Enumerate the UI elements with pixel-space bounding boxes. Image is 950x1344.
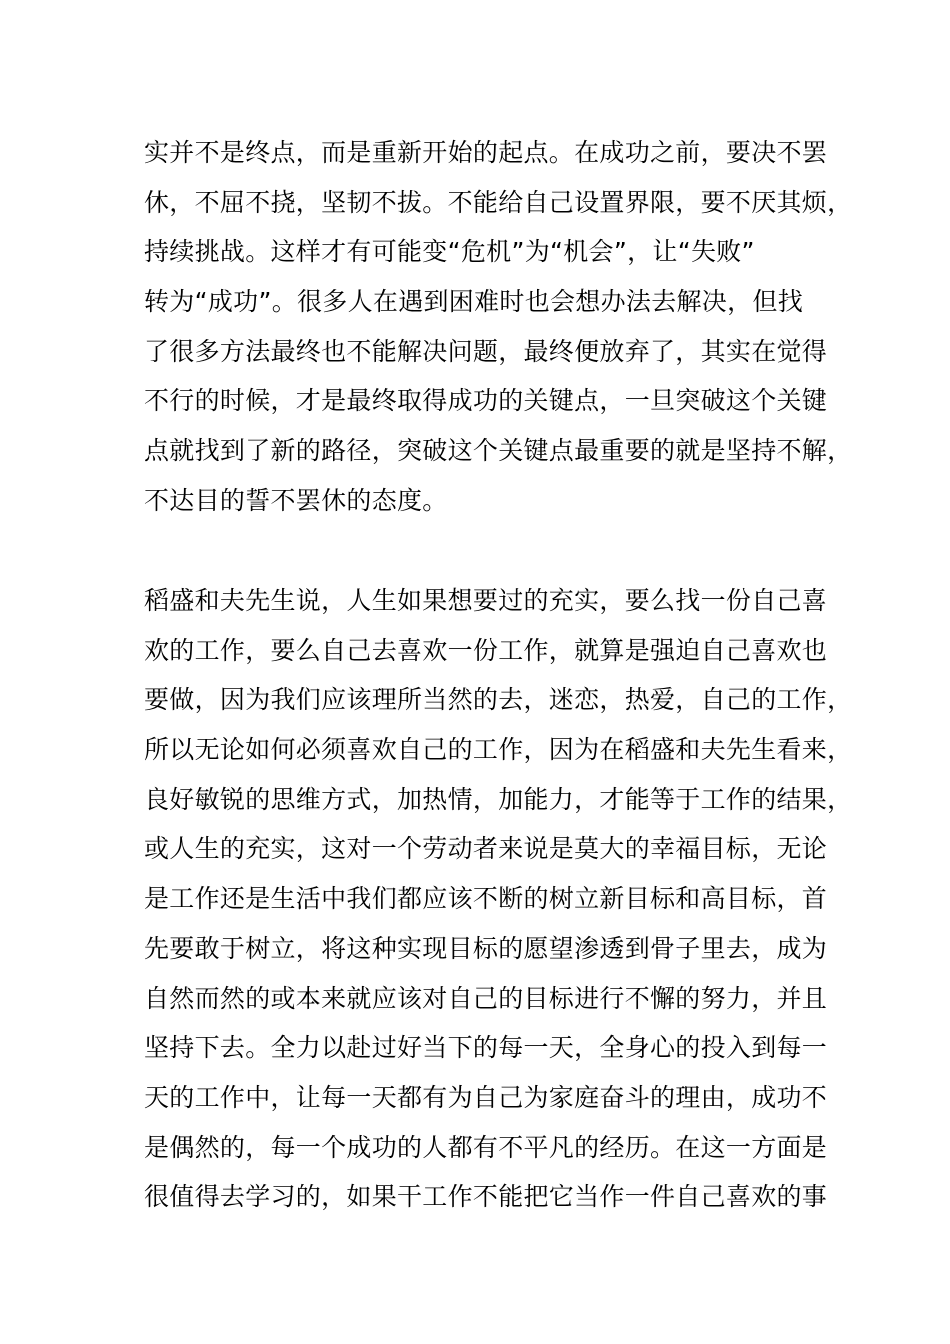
- text-line: 天的工作中，让每一天都有为自己为家庭奋斗的理由，成功不: [144, 1082, 828, 1112]
- text-line: 休，不屈不挠，坚韧不拔。不能给自己设置界限，要不厌其烦，: [144, 187, 853, 217]
- text-line: 很值得去学习的，如果干工作不能把它当作一件自己喜欢的事: [144, 1182, 828, 1212]
- text-line: 持续挑战。这样才有可能变“危机”为“机会”，让“失败”: [144, 237, 755, 267]
- text-line: 了很多方法最终也不能解决问题，最终便放弃了，其实在觉得: [144, 336, 828, 366]
- text-line: 或人生的充实，这对一个劳动者来说是莫大的幸福目标，无论: [144, 834, 828, 864]
- paragraph-1: [144, 128, 853, 526]
- text-line: 欢的工作，要么自己去喜欢一份工作，就算是强迫自己喜欢也: [144, 635, 828, 665]
- text-line: 良好敏锐的思维方式，加热情，加能力，才能等于工作的结果，: [144, 784, 853, 814]
- text-line: 所以无论如何必须喜欢自己的工作，因为在稻盛和夫先生看来，: [144, 735, 853, 765]
- text-line: 不达目的誓不罢休的态度。: [144, 485, 448, 515]
- text-line: 先要敢于树立，将这种实现目标的愿望渗透到骨子里去，成为: [144, 933, 828, 963]
- text-line: 点就找到了新的路径，突破这个关键点最重要的就是坚持不解，: [144, 436, 853, 466]
- text-line: 转为“成功”。很多人在遇到困难时也会想办法去解决，但找: [144, 287, 804, 317]
- text-line: 是工作还是生活中我们都应该不断的树立新目标和高目标，首: [144, 884, 828, 914]
- text-line: 要做，因为我们应该理所当然的去，迷恋，热爱，自己的工作，: [144, 685, 853, 715]
- text-line: 坚持下去。全力以赴过好当下的每一天，全身心的投入到每一: [144, 1033, 828, 1063]
- text-line: 实并不是终点，而是重新开始的起点。在成功之前，要决不罢: [144, 138, 828, 167]
- text-line: 是偶然的，每一个成功的人都有不平凡的经历。在这一方面是: [144, 1132, 828, 1162]
- text-line: 稻盛和夫先生说，人生如果想要过的充实，要么找一份自己喜: [144, 586, 828, 615]
- text-line: 自然而然的或本来就应该对自己的目标进行不懈的努力，并且: [144, 983, 828, 1013]
- text-line: 不行的时候，才是最终取得成功的关键点，一旦突破这个关键: [144, 386, 828, 416]
- paragraph-2: [144, 576, 853, 1222]
